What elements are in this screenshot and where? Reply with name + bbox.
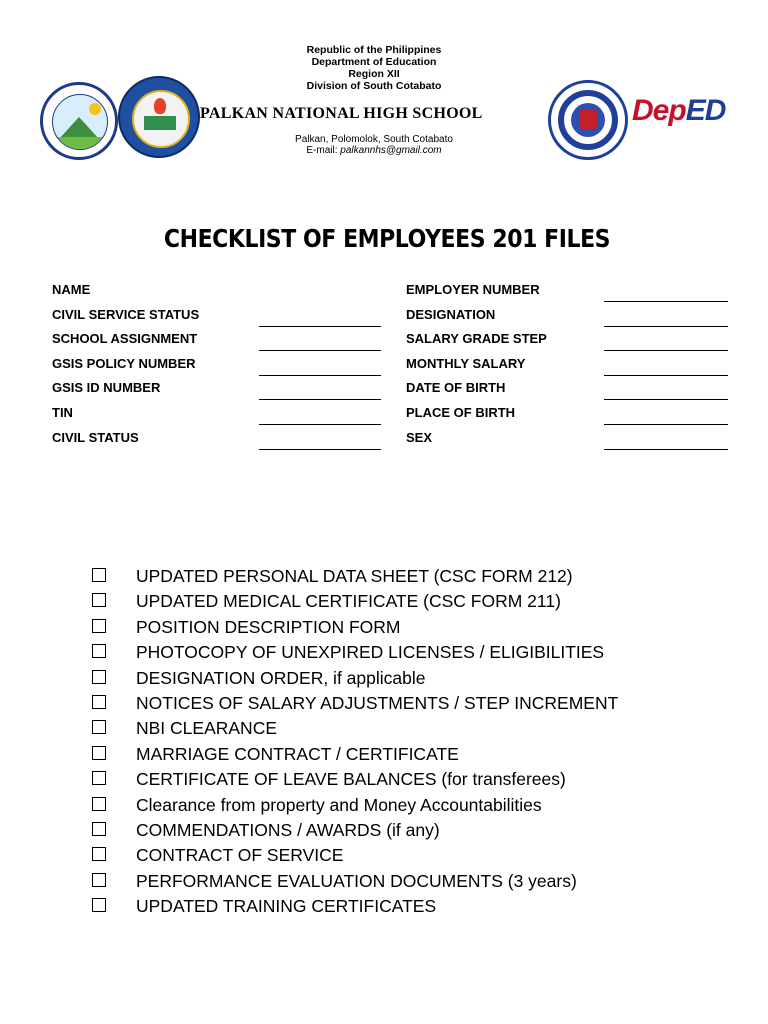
region-line: Region XII: [348, 68, 400, 80]
field-label: EMPLOYER NUMBER: [406, 282, 540, 297]
checklist-item: [0, 718, 768, 742]
checklist-item-label: Clearance from property and Money Accountabilities: [136, 794, 542, 815]
letterhead-address: [196, 134, 552, 156]
checklist-item-label: PERFORMANCE EVALUATION DOCUMENTS (3 years): [136, 870, 577, 891]
right-field-row: [0, 331, 768, 355]
deped-logo: [632, 92, 728, 140]
email-line: [196, 145, 552, 156]
checklist-item-label: UPDATED TRAINING CERTIFICATES: [136, 896, 437, 917]
checklist-item: [0, 642, 768, 666]
checklist-item-label: NOTICES OF SALARY ADJUSTMENTS / STEP INCREMENT: [136, 693, 619, 713]
checklist-item: [0, 668, 768, 692]
checkbox-icon[interactable]: [92, 822, 106, 836]
checklist-item-label: MARRIAGE CONTRACT / CERTIFICATE: [136, 743, 459, 764]
department-line: Department of Education: [311, 56, 437, 68]
checklist-item-label: DESIGNATION ORDER, if applicable: [136, 667, 426, 688]
checklist-item-label: NBI CLEARANCE: [136, 718, 278, 739]
checkbox-icon[interactable]: [92, 568, 106, 582]
checklist-item: [0, 591, 768, 615]
right-field-row: [0, 307, 768, 331]
checklist-item-label: UPDATED PERSONAL DATA SHEET (CSC FORM 212): [136, 566, 573, 586]
right-field-row: [0, 380, 768, 404]
email-value: palkannhs@gmail.com: [340, 145, 442, 156]
checklist-item: [0, 795, 768, 819]
letterhead-agency: [196, 44, 552, 92]
checkbox-icon[interactable]: [92, 720, 106, 734]
right-field-row: [0, 430, 768, 454]
division-seal-icon: [118, 76, 200, 158]
checklist-item: [0, 744, 768, 768]
checklist-item: [0, 566, 768, 590]
field-label: CIVIL STATUS: [52, 429, 139, 445]
field-blank-line[interactable]: [604, 350, 728, 351]
field-label: NAME: [52, 282, 91, 297]
checkbox-icon[interactable]: [92, 847, 106, 861]
field-label: GSIS POLICY NUMBER: [52, 355, 196, 371]
field-blank-line[interactable]: [604, 449, 728, 450]
checkbox-icon[interactable]: [92, 670, 106, 684]
checkbox-icon[interactable]: [92, 644, 106, 658]
field-label: GSIS ID NUMBER: [52, 380, 161, 396]
checkbox-icon[interactable]: [92, 593, 106, 607]
field-blank-line[interactable]: [604, 326, 728, 327]
field-blank-line[interactable]: [604, 424, 728, 425]
division-line: Division of South Cotabato: [306, 80, 442, 92]
field-label: DESIGNATION: [406, 306, 496, 322]
field-blank-line[interactable]: [604, 375, 728, 376]
field-label: CIVIL SERVICE STATUS: [52, 306, 200, 322]
checklist-item-label: COMMENDATIONS / AWARDS (if any): [136, 820, 440, 840]
checkbox-icon[interactable]: [92, 797, 106, 811]
checklist-item: [0, 820, 768, 844]
checkbox-icon[interactable]: [92, 746, 106, 760]
email-label: E-mail:: [306, 145, 341, 156]
school-name: PALKAN NATIONAL HIGH SCHOOL: [200, 105, 483, 122]
checklist-item-label: CONTRACT OF SERVICE: [136, 845, 344, 866]
checkbox-icon[interactable]: [92, 771, 106, 785]
right-field-row: [0, 356, 768, 380]
checklist-item: [0, 693, 768, 717]
checkbox-icon[interactable]: [92, 695, 106, 709]
deped-logo-mark: DepED: [632, 94, 726, 127]
checklist-item: [0, 871, 768, 895]
field-blank-line[interactable]: [604, 399, 728, 400]
field-blank-line[interactable]: [604, 301, 728, 302]
checklist-item-label: UPDATED MEDICAL CERTIFICATE (CSC FORM 211): [136, 591, 561, 612]
field-label: SALARY GRADE STEP: [406, 331, 547, 347]
checklist-item-label: CERTIFICATE OF LEAVE BALANCES (for transferees): [136, 769, 566, 790]
checklist-item: [0, 769, 768, 793]
checkbox-icon[interactable]: [92, 619, 106, 633]
right-field-row: [0, 282, 768, 306]
right-field-row: [0, 405, 768, 429]
letterhead: [0, 0, 768, 170]
palkan-seal-icon: [40, 82, 118, 160]
document-title: CHECKLIST OF EMPLOYEES 201 FILES: [163, 224, 611, 253]
checklist-item-label: POSITION DESCRIPTION FORM: [136, 616, 401, 637]
field-label: MONTHLY SALARY: [406, 355, 526, 371]
checkbox-icon[interactable]: [92, 898, 106, 912]
checklist-item: [0, 896, 768, 920]
kagawaran-seal-icon: [548, 80, 628, 160]
checklist-item: [0, 845, 768, 869]
field-label: DATE OF BIRTH: [406, 380, 506, 396]
address-line: Palkan, Polomolok, South Cotabato: [295, 134, 453, 145]
field-label: SCHOOL ASSIGNMENT: [52, 331, 198, 347]
checklist-item: [0, 617, 768, 641]
field-label: TIN: [52, 405, 73, 420]
checklist-item-label: PHOTOCOPY OF UNEXPIRED LICENSES / ELIGIBILITIES: [136, 642, 605, 663]
republic-line: Republic of the Philippines: [306, 44, 442, 56]
checkbox-icon[interactable]: [92, 873, 106, 887]
field-label: PLACE OF BIRTH: [406, 405, 516, 420]
field-label: SEX: [406, 429, 433, 445]
